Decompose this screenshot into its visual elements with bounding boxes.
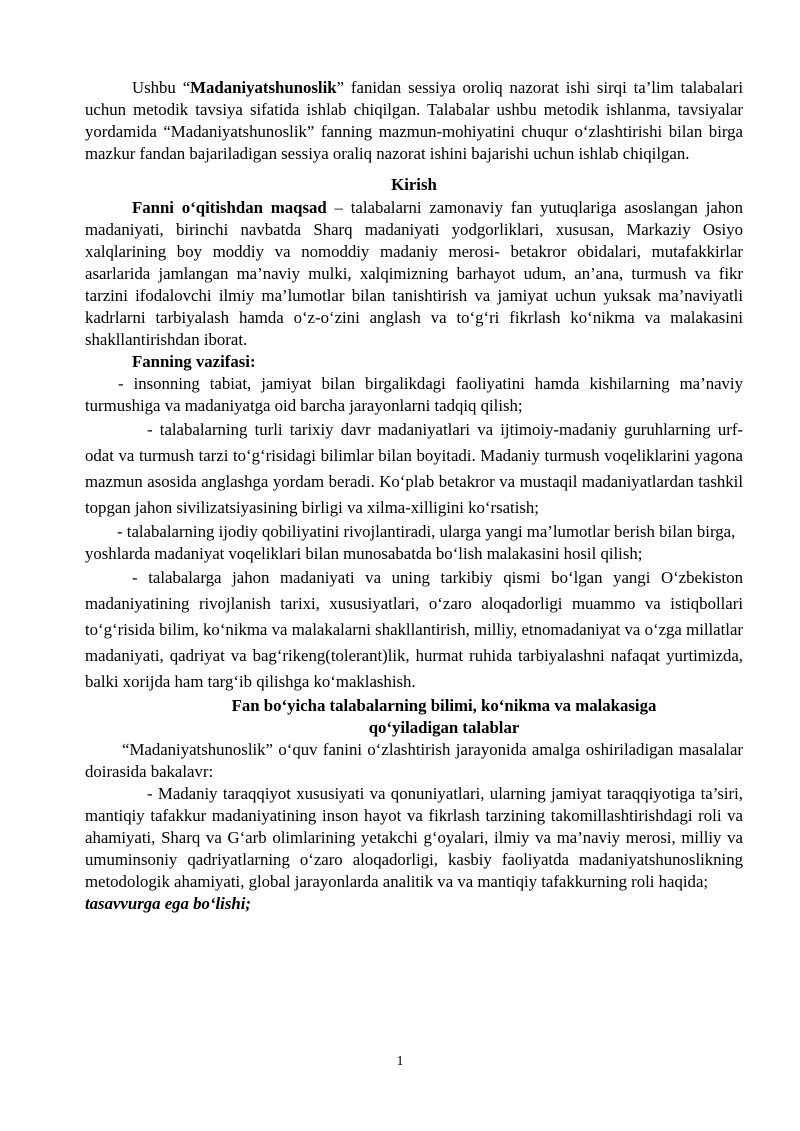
requirement-item-1-tail: tasavvurga ega bo‘lishi; xyxy=(85,894,251,913)
heading-kirish: Kirish xyxy=(391,175,437,194)
goal-label: Fanni o‘qitishdan maqsad xyxy=(132,198,327,217)
task-item-4: - talabalarga jahon madaniyati va uning tarkibiy qismi bo‘lgan yangi O‘zbekiston madaniyatining rivojlanish tarixi, xususiyatlari, o‘zaro aloqadorligi muammo va istiqbollari to‘g‘risida bilim, ko‘nikma va malakalarni shakllantirish, milliy, etnomadaniyat va o‘zga millatlar madaniyati, qadriyat va bag‘rikeng(tolerant)lik, hurmat ruhida tarbiyalashni nafaqat yurtimizda, balki xorijda ham targ‘ib qilishga ko‘maklashish. xyxy=(85,568,743,691)
page-number: 1 xyxy=(396,1054,404,1069)
goal-text: – talabalarni zamonaviy fan yutuqlariga asoslangan jahon madaniyati, birinchi navbatda Sharq madaniyati yodgorliklari, xususan, Markaziy Osiyo xalqlarining boy moddiy va nomoddiy madaniy merosi- betakror obidalari, mutafakkirlar asarlarida jamlangan ma’naviy mulki, xalqimizning barhayot udum, an’ana, turmush va fikr tarzini ifodalovchi ilmiy ma’lumotlar bilan tanishtirish va jamiyat uchun yuksak ma’naviyatli kadrlarni tarbiyalash hamda o‘z-o‘zini anglash va to‘g‘ri fikrlash ko‘nikma va malakasini shakllantirishdan iborat. xyxy=(85,198,743,349)
goal-paragraph xyxy=(85,197,743,351)
intro-subject-bold: Madaniyatshunoslik xyxy=(190,78,337,97)
intro-paragraph xyxy=(85,77,743,165)
heading-requirements-line2: qo‘yiladigan talablar xyxy=(368,718,520,737)
requirements-intro: “Madaniyatshunoslik” o‘quv fanini o‘zlashtirish jarayonida amalga oshiriladigan masalalar doirasida bakalavr: xyxy=(85,740,743,781)
intro-text-pre: Ushbu “ xyxy=(132,78,191,97)
task-item-2: - talabalarning turli tarixiy davr madaniyatlari va ijtimoiy-madaniy guruhlarning urf-odat va turmush tarzi to‘g‘risidagi bilimlar bilan boyitadi. Madaniy turmush voqeliklarini yagona mazmun asosida anglashga yordam beradi. Ko‘plab betakror va mustaqil madaniyatlardan tashkil topgan jahon sivilizatsiyasining birligi va xilma-xilligini ko‘rsatish; xyxy=(85,420,743,517)
heading-requirements-line1: Fan bo‘yicha talabalarning bilimi, ko‘nikma va malakasiga xyxy=(231,696,657,715)
task-item-3: - talabalarning ijodiy qobiliyatini rivojlantiradi, ularga yangi ma’lumotlar berish bilan birga, yoshlarda madaniyat voqeliklari bilan munosabatda bo‘lish malakasini hosil qilish; xyxy=(85,522,736,563)
requirement-item-1: - Madaniy taraqqiyot xususiyati va qonuniyatlari, ularning jamiyat taraqqiyotiga ta’siri, mantiqiy tafakkur madaniyatining inson hayot va fikrlash tarzining takomillashtirishdagi roli va ahamiyati, Sharq va G‘arb olimlarining yetakchi g‘oyalari, ilmiy va ma’naviy merosi, milliy va umuminsoniy qadriyatlarning o‘zaro aloqadorligi, kasbiy faoliyatda madaniyatshunoslikning metodologik ahamiyati, global jarayonlarda analitik va va mantiqiy tafakkurning roli haqida; xyxy=(85,784,743,891)
task-item-1: - insonning tabiat, jamiyat bilan birgalikdagi faoliyatini hamda kishilarning ma’naviy turmushiga va madaniyatga oid barcha jarayonlarni tadqiq qilish; xyxy=(85,374,743,415)
intro-text-post: ” fanidan sessiya oroliq nazorat ishi sirqi ta’lim talabalari uchun metodik tavsiya sifatida ishlab chiqilgan. Talabalar ushbu metodik ishlanma, tavsiyalar yordamida “Madaniyatshunoslik” fanning mazmun-mohiyatini chuqur o‘zlashtirishi bilan birga mazkur fandan bajariladigan sessiya oraliq nazorat ishini bajarishi uchun ishlab chiqilgan. xyxy=(85,78,743,163)
heading-vazifasi: Fanning vazifasi: xyxy=(132,352,256,371)
